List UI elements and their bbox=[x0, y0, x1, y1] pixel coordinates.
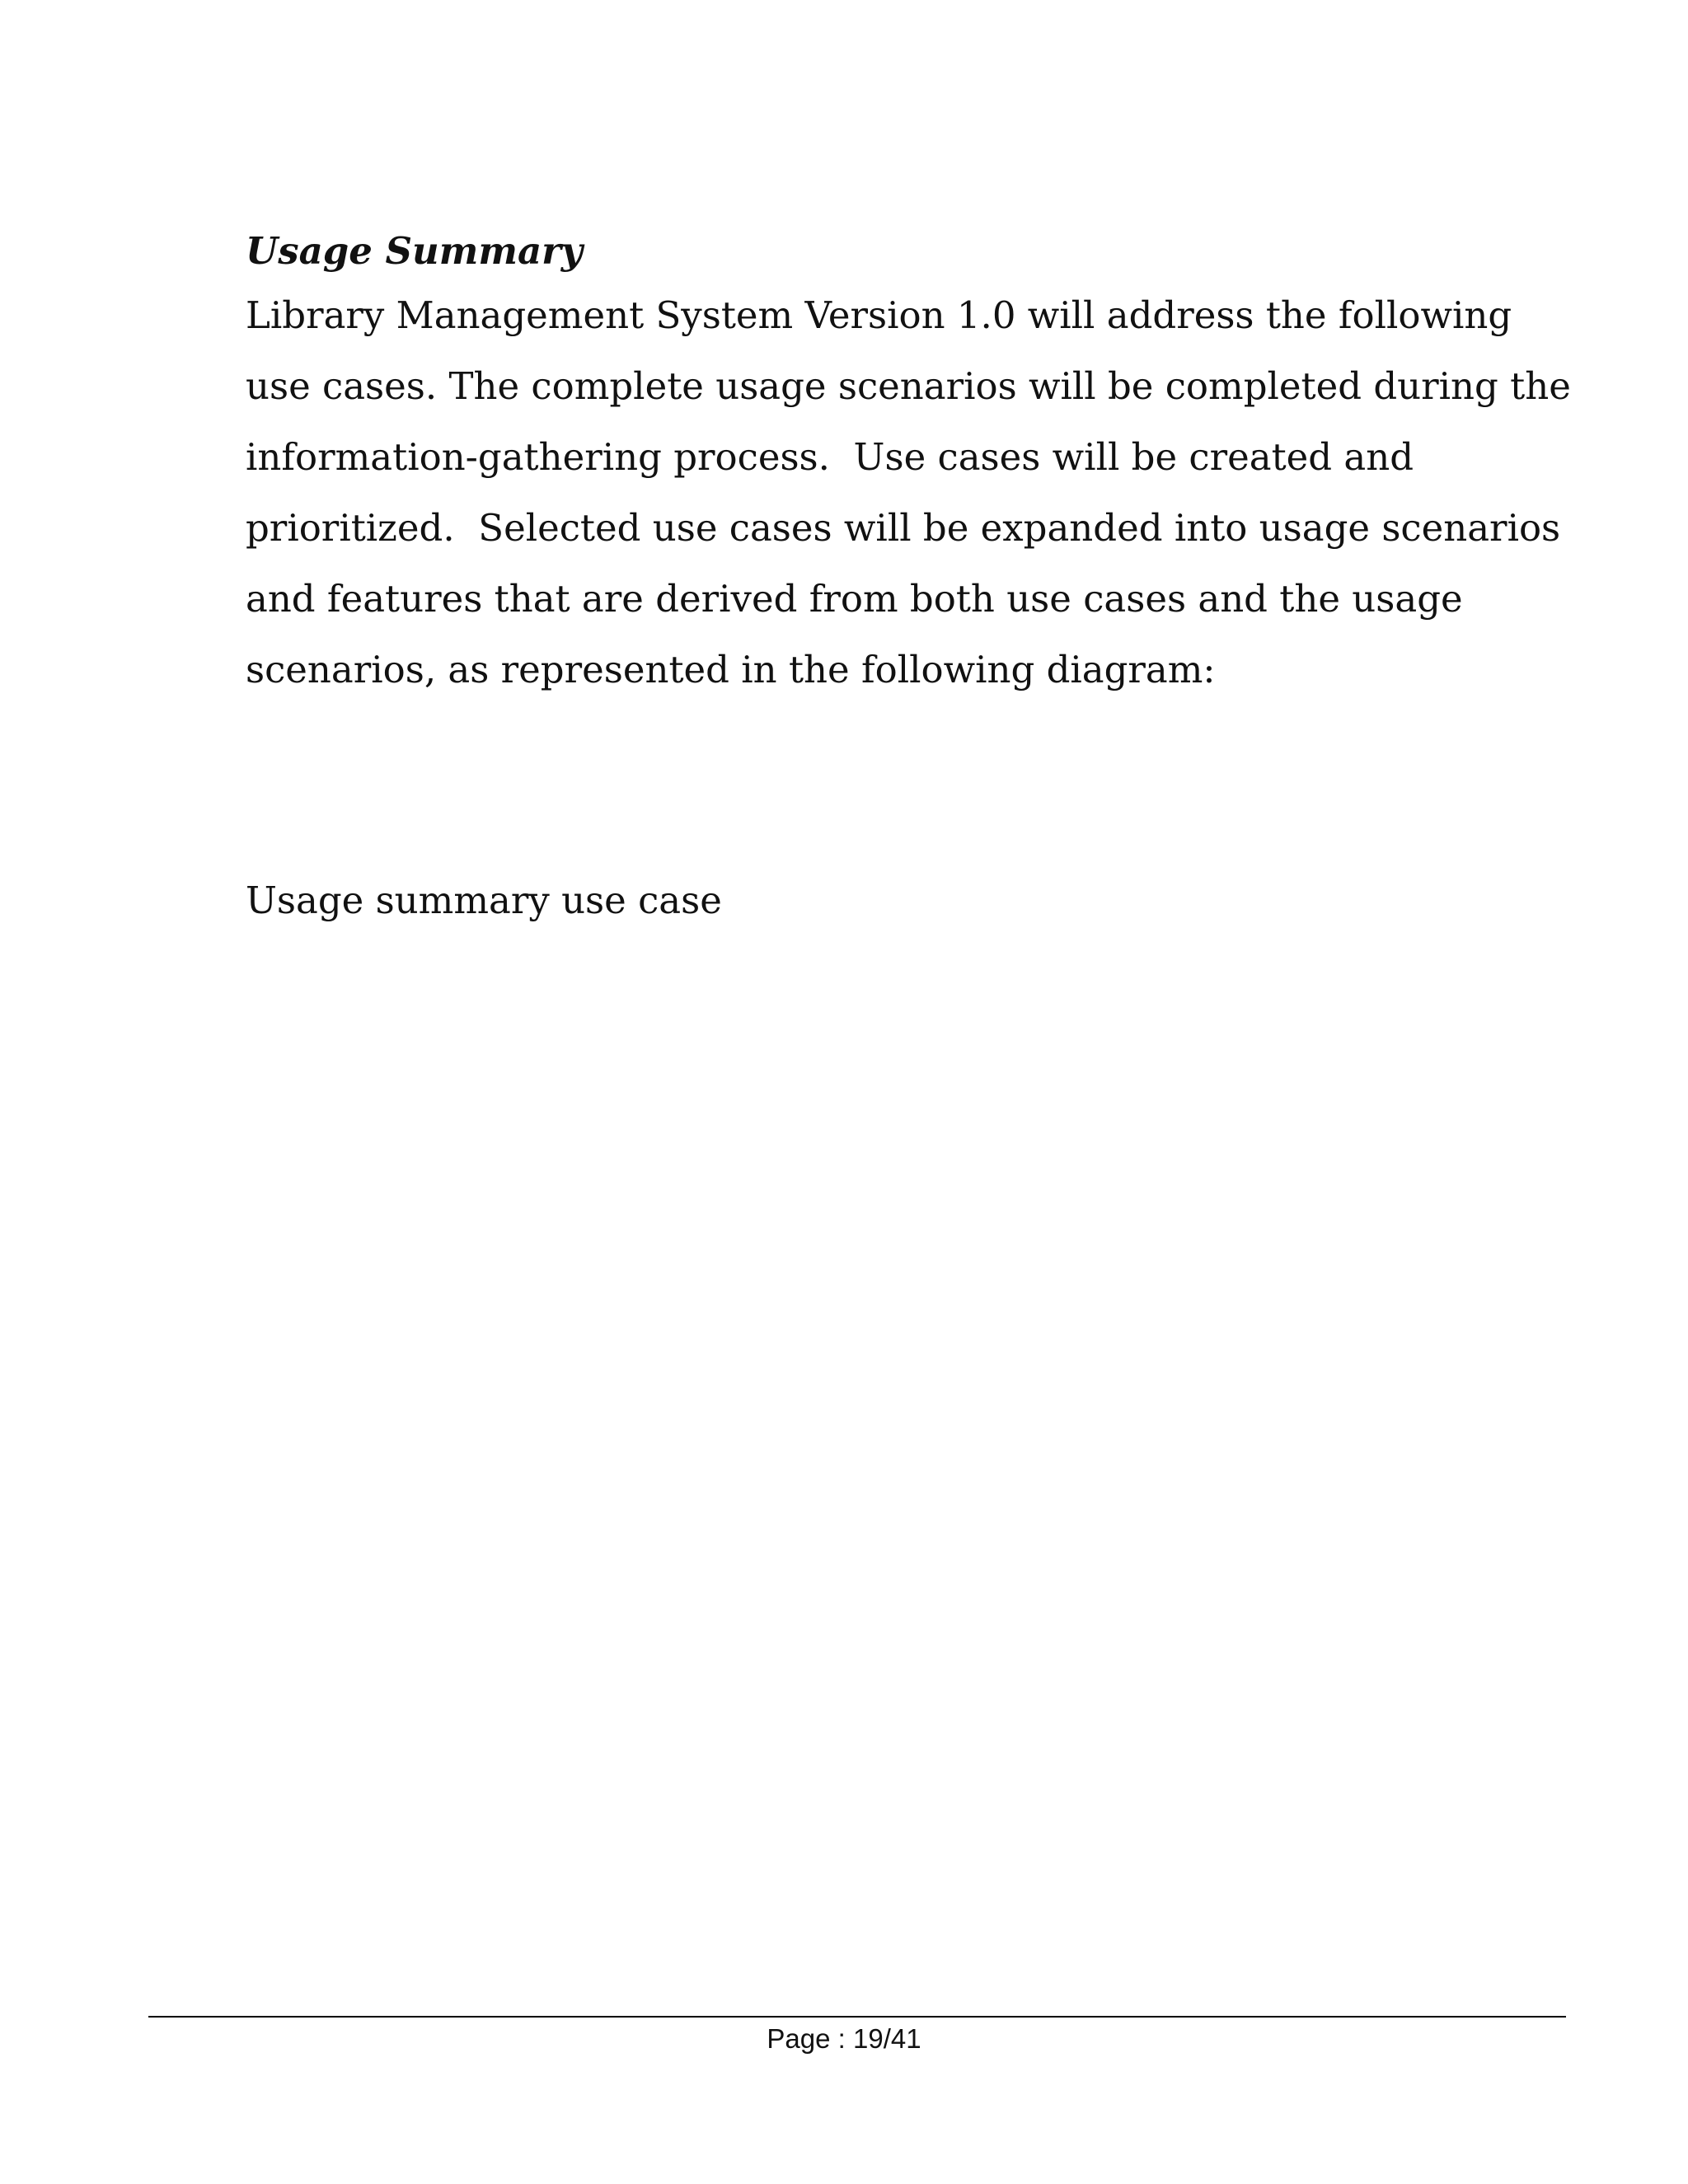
footer-divider bbox=[148, 2016, 1566, 2018]
paragraph-line: prioritized. Selected use cases will be expanded into usage scenarios bbox=[246, 506, 1561, 550]
paragraph-line: Library Management System Version 1.0 will address the following bbox=[246, 293, 1512, 337]
section-paragraph bbox=[246, 280, 1571, 705]
paragraph-line: information-gathering process. Use cases will be created and bbox=[246, 435, 1414, 479]
page-number: Page : 19/41 bbox=[767, 2023, 921, 2054]
paragraph-line: and features that are derived from both use cases and the usage bbox=[246, 577, 1463, 621]
diagram-caption: Usage summary use case bbox=[246, 879, 722, 922]
paragraph-line: scenarios, as represented in the following diagram: bbox=[246, 648, 1216, 691]
section-heading: Usage Summary bbox=[246, 229, 583, 273]
section-content bbox=[246, 223, 1571, 705]
paragraph-line: use cases. The complete usage scenarios will be completed during the bbox=[246, 364, 1571, 408]
